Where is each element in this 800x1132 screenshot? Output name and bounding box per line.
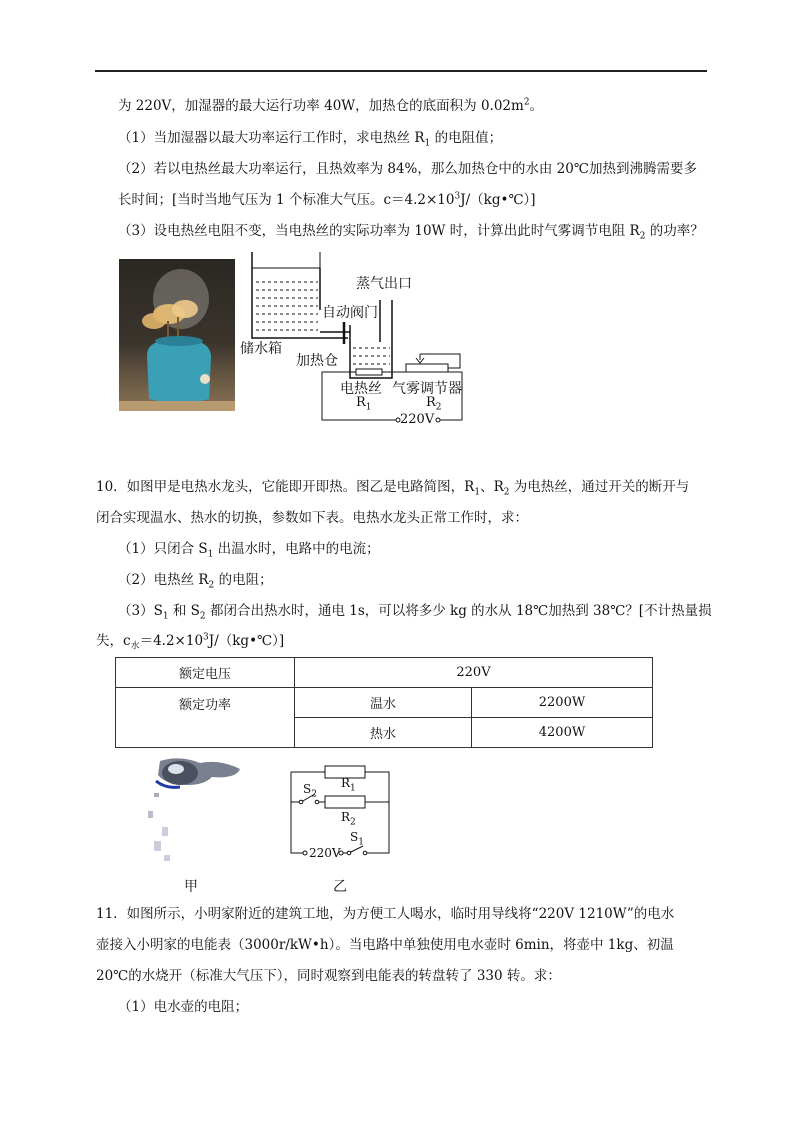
auto-valve-label: 自动阀门 — [322, 305, 378, 321]
q10-part-1: （1）只闭合 $S_1$ 出温水时，电路中的电流； — [118, 541, 380, 560]
s1-label: $S_1$ — [350, 830, 364, 848]
warm-value: 2200W — [472, 688, 653, 718]
r2-label: $R_2$ — [426, 395, 442, 413]
r2-circuit-label: $R_2$ — [341, 810, 356, 828]
q9-part-2-cont: 长时间；[当时当地气压为 1 个标准大气压。$c=4.2\times 10^3J/(kg•℃)$] — [118, 191, 536, 208]
warm-label: 温水 — [295, 688, 472, 718]
r1-circuit-label: $R_1$ — [341, 776, 356, 794]
circuit-voltage-label: 220V — [309, 846, 341, 860]
spec-table — [115, 657, 653, 748]
q11-line-3: 20℃的水烧开（标准大气压下），同时观察到电能表的转盘转了 330 转。求： — [96, 968, 561, 984]
q11-line-2: 壶接入小明家的电能表（3000r/kW•h）。当电路中单独使用电水壶时 6min，将壶中 1kg、初温 — [96, 937, 674, 953]
rated-power-label: 额定功率 — [116, 688, 295, 748]
rated-voltage-label: 额定电压 — [116, 658, 295, 688]
s2-label: $S_2$ — [303, 782, 317, 800]
hot-value: 4200W — [472, 718, 653, 748]
faucet-image — [140, 755, 250, 875]
q10-line-2: 闭合实现温水、热水的切换，参数如下表。电热水龙头正常工作时，求： — [96, 510, 528, 526]
humidifier-photo — [119, 259, 235, 411]
q9-part-3: （3）设电热丝电阻不变，当电热丝的实际功率为 10W 时，计算出此时气雾调节电阻 $R_2$ 的功率？ — [118, 223, 704, 242]
q11-part-1: （1）电水壶的电阻； — [118, 999, 249, 1015]
q10-line-1: 10．如图甲是电热水龙头，它能即开即热。图乙是电路简图，$R_1$、$R_2$ 为电热丝，通过开关的断开与 — [96, 479, 690, 498]
figure-jia-label: 甲 — [184, 879, 198, 895]
q10-part-3: $(3)S_1$ 和 $S_2$ 都闭合出热水时，通电 1s，可以将多少 kg 的水从 18℃加热到 38℃？[不计热量损 — [118, 603, 712, 622]
heating-chamber-label: 加热仓 — [296, 353, 338, 369]
q9-part-1: （1）当加湿器以最大功率运行工作时，求电热丝 $R_1$ 的电阻值； — [118, 130, 503, 149]
q10-part-3-cont: 失，$c_水=4.2\times 10^3J/(kg•℃)$] — [96, 632, 285, 652]
figure-yi-label: 乙 — [333, 879, 347, 895]
header-rule — [95, 70, 707, 72]
table-row — [116, 688, 653, 718]
q9-part-2: （2）若以电热丝最大功率运行，且热效率为 84%，那么加热仓中的水由 20℃加热到沸腾需要多 — [118, 161, 697, 177]
hot-label: 热水 — [295, 718, 472, 748]
rated-voltage-value: 220V — [295, 658, 653, 688]
q10-part-2: （2）电热丝 $R_2$ 的电阻； — [118, 572, 273, 591]
table-row — [116, 658, 653, 688]
mist-regulator-label: 气雾调节器 — [392, 381, 462, 397]
voltage-label: 220V — [400, 412, 435, 427]
steam-outlet-label: 蒸气出口 — [356, 276, 412, 292]
heating-wire-label: 电热丝 — [340, 381, 382, 397]
q11-line-1: 11．如图所示，小明家附近的建筑工地，为方便工人喝水，临时用导线将“220V 1210W”的电水 — [96, 906, 675, 922]
water-tank-label: 储水箱 — [240, 341, 282, 357]
r1-label: $R_1$ — [356, 395, 372, 413]
q9-line-1: 为 220V，加湿器的最大运行功率 40W，加热仓的底面积为 $0.02m^2$。 — [118, 97, 544, 114]
